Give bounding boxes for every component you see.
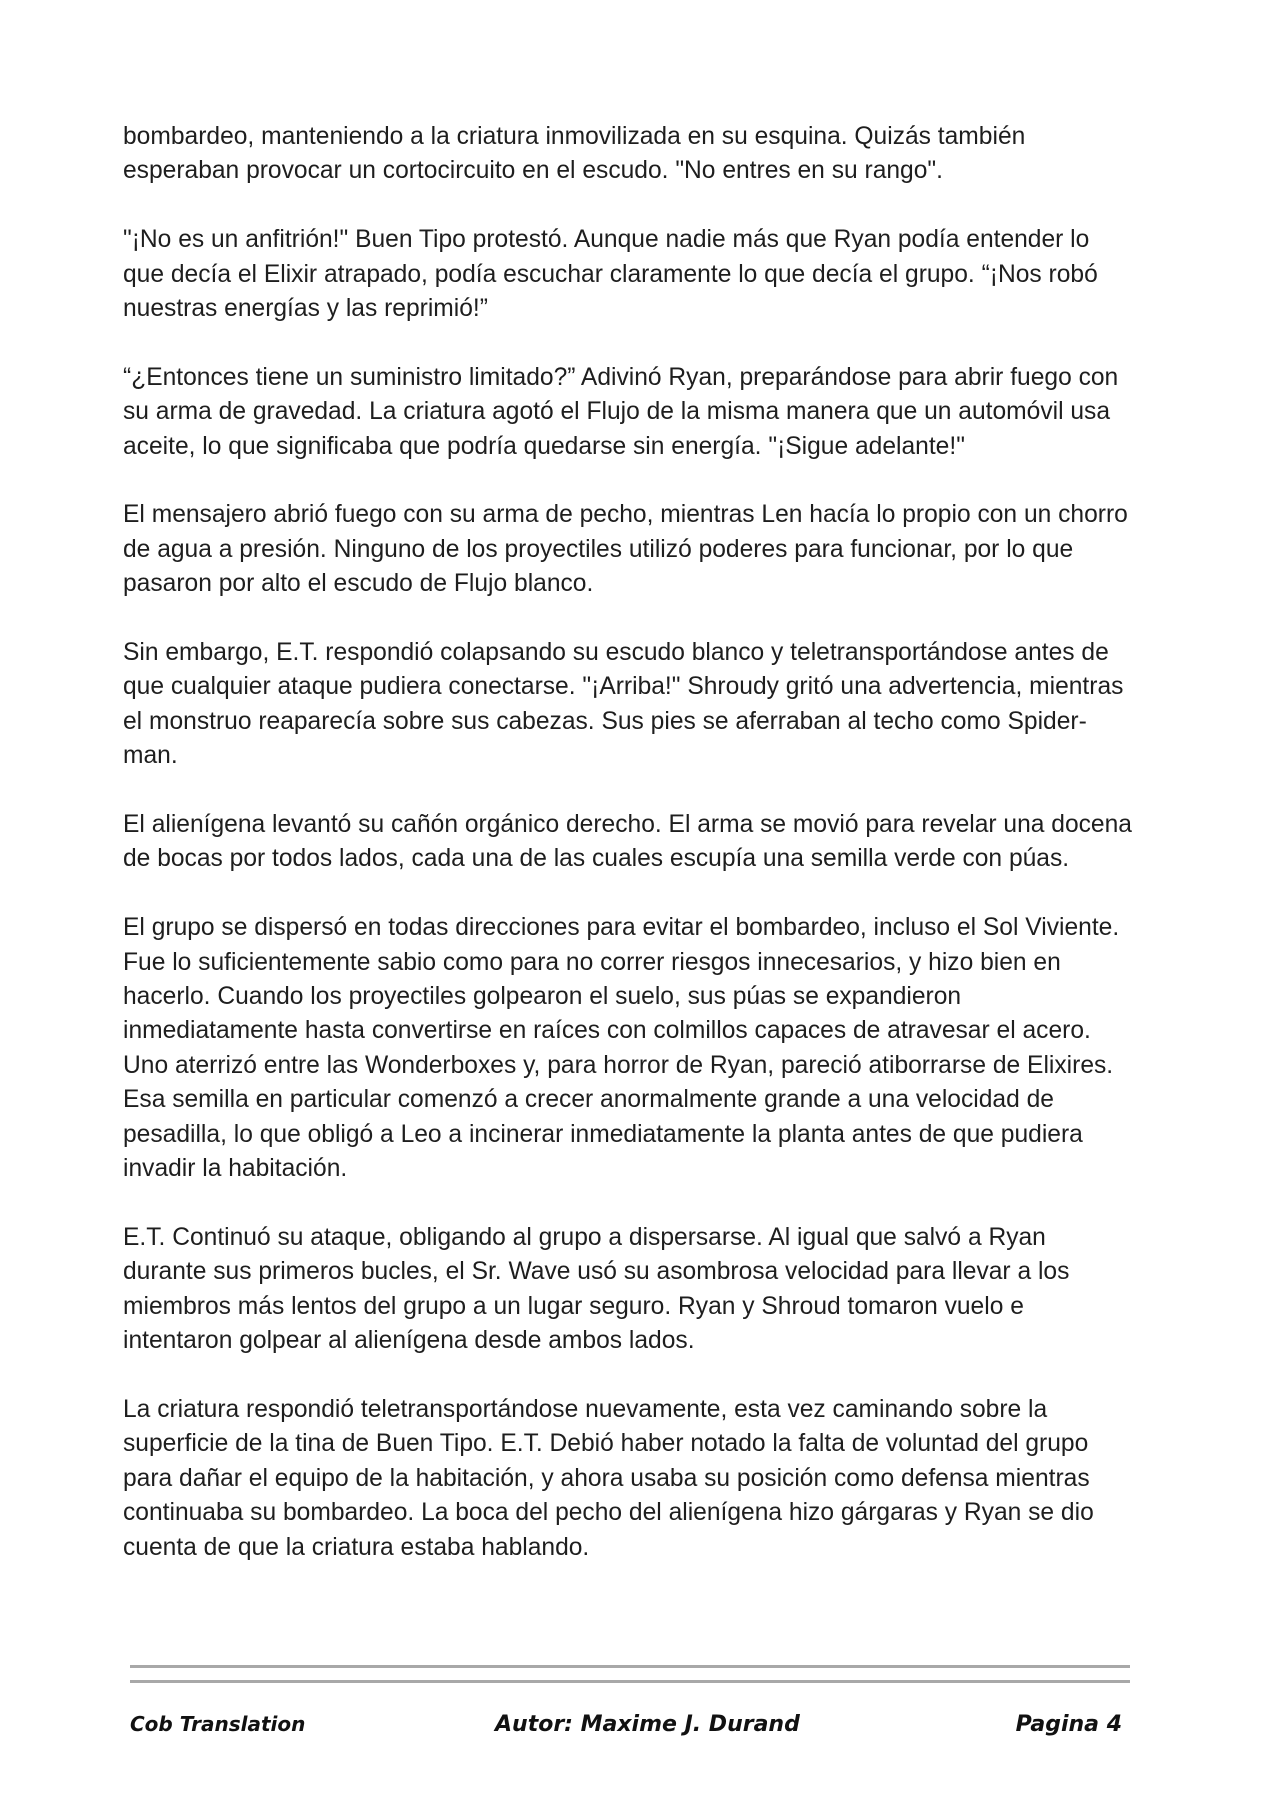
footer-translator: Cob Translation [130,1712,306,1736]
paragraph-2: "¡No es un anfitrión!" Buen Tipo protestó. Aunque nadie más que Ryan podía entender lo que decía el Elixir atrapado, podía escuchar claramente lo que decía el grupo. “¡Nos robó nuestras energías y las reprimió!” [123,226,1098,323]
page-footer [130,1712,1130,1744]
body-text [123,120,1133,1599]
paragraph-5: Sin embargo, E.T. respondió colapsando su escudo blanco y teletransportándose antes de que cualquier ataque pudiera conectarse. "¡Arriba!" Shroudy gritó una advertencia, mientras el monstruo reaparecía sobre sus cabezas. Sus pies se aferraban al techo como Spider-man. [123,639,1124,770]
paragraph-9: La criatura respondió teletransportándose nuevamente, esta vez caminando sobre la superficie de la tina de Buen Tipo. E.T. Debió haber notado la falta de voluntad del grupo para dañar el equipo de la habitación, y ahora usaba su posición como defensa mientras continuaba su bombardeo. La boca del pecho del alienígena hizo gárgaras y Ryan se dio cuenta de que la criatura estaba hablando. [123,1395,1094,1561]
paragraph-4: El mensajero abrió fuego con su arma de pecho, mientras Len hacía lo propio con un chorro de agua a presión. Ninguno de los proyectiles utilizó poderes para funcionar, por lo que pasaron por alto el escudo de Flujo blanco. [123,501,1128,598]
footer-divider-bottom [130,1680,1130,1683]
paragraph-8: E.T. Continuó su ataque, obligando al grupo a dispersarse. Al igual que salvó a Ryan durante sus primeros bucles, el Sr. Wave usó su asombrosa velocidad para llevar a los miembros más lentos del grupo a un lugar seguro. Ryan y Shroud tomaron vuelo e intentaron golpear al alienígena desde ambos lados. [123,1223,1070,1355]
footer-author: Autor: Maxime J. Durand [495,1712,800,1737]
paragraph-3: “¿Entonces tiene un suministro limitado?” Adivinó Ryan, preparándose para abrir fuego con su arma de gravedad. La criatura agotó el Flujo de la misma manera que un automóvil usa aceite, lo que significaba que podría quedarse sin energía. "¡Sigue adelante!" [123,363,1119,460]
footer-page-number: Pagina 4 [1015,1712,1122,1737]
footer-divider-top [130,1665,1130,1668]
paragraph-7: El grupo se dispersó en todas direcciones para evitar el bombardeo, incluso el Sol Viviente. Fue lo suficientemente sabio como para no correr riesgos innecesarios, y hizo bien en hacerlo. Cuando los proyectiles golpearon el suelo, sus púas se expandieron inmediatamente hasta convertirse en raíces con colmillos capaces de atravesar el acero. Uno aterrizó entre las Wonderboxes y, para horror de Ryan, pareció atiborrarse de Elixires. Esa semilla en particular comenzó a crecer anormalmente grande a una velocidad de pesadilla, lo que obligó a Leo a incinerar inmediatamente la planta antes de que pudiera invadir la habitación. [123,914,1120,1183]
paragraph-1: bombardeo, manteniendo a la criatura inmovilizada en su esquina. Quizás también esperaban provocar un cortocircuito en el escudo. "No entres en su rango". [123,123,1026,185]
paragraph-6: El alienígena levantó su cañón orgánico derecho. El arma se movió para revelar una docena de bocas por todos lados, cada una de las cuales escupía una semilla verde con púas. [123,811,1132,873]
